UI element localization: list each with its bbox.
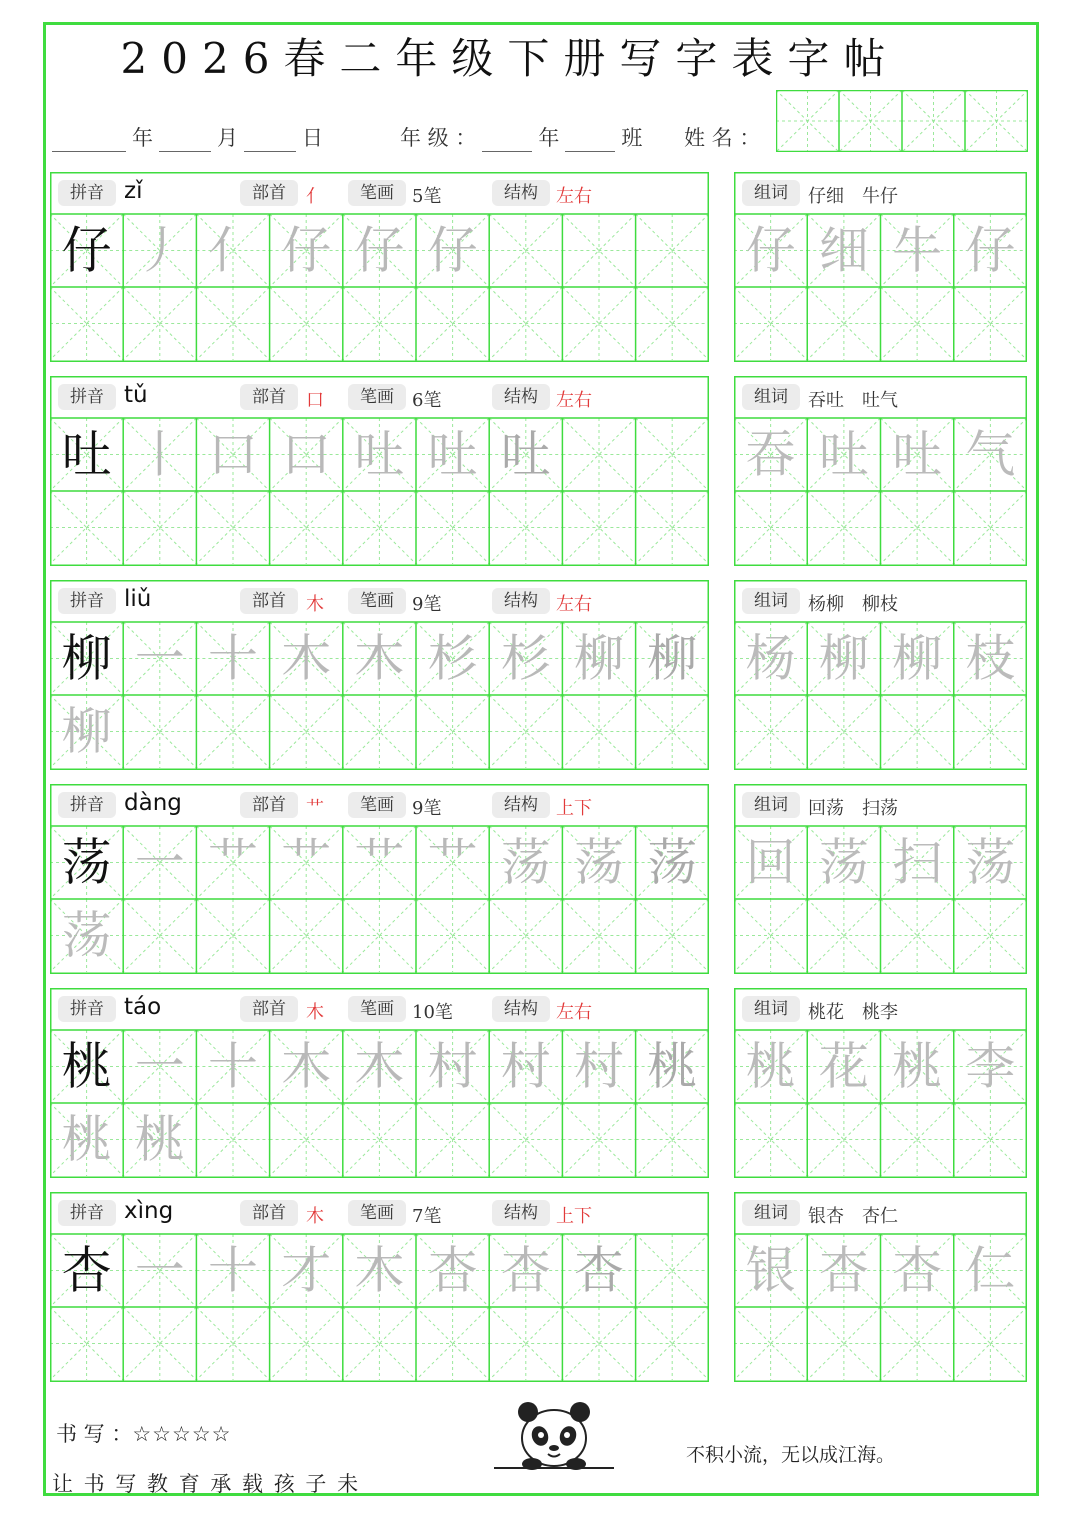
- words-value: 回荡 扫荡: [808, 798, 898, 819]
- word-trace-char: 仔: [745, 221, 796, 280]
- model-char: 桃: [61, 1037, 112, 1096]
- stroke-step: 吐: [427, 425, 478, 484]
- rating-stars[interactable]: ☆☆☆☆☆: [132, 1422, 232, 1446]
- stroke-step: 吐: [500, 425, 551, 484]
- stroke-step: 木: [354, 629, 405, 688]
- word-trace-char: 花: [818, 1037, 869, 1096]
- stroke-step: 木: [354, 1241, 405, 1300]
- year-blank[interactable]: [52, 131, 126, 152]
- strokes-value: 6笔: [412, 390, 442, 411]
- motto: 不积小流，无以成江海。: [686, 1444, 896, 1466]
- words-tag: 组词: [742, 588, 800, 614]
- words-value: 银杏 杏仁: [808, 1206, 898, 1227]
- stroke-step: 木: [354, 1037, 405, 1096]
- model-char: 吐: [61, 425, 112, 484]
- stroke-step: 丨: [134, 425, 185, 484]
- word-trace-char: 柳: [892, 629, 943, 688]
- stroke-step: 杏: [574, 1241, 624, 1300]
- structure-value: 左右: [556, 1002, 592, 1023]
- stroke-step: 艹: [281, 833, 332, 892]
- name-boxes[interactable]: [776, 90, 1028, 152]
- char-card-6: [50, 1192, 709, 1382]
- radical-tag: 部首: [240, 180, 298, 206]
- name-label: 姓 名 ：: [684, 126, 761, 150]
- structure-tag: 结构: [492, 180, 550, 206]
- stroke-step: 仔: [281, 221, 332, 280]
- stroke-step: 村: [574, 1037, 624, 1096]
- words-value: 吞吐 吐气: [808, 390, 898, 411]
- word-trace-char: 吞: [745, 425, 796, 484]
- words-tag: 组词: [742, 996, 800, 1022]
- pinyin-value: zǐ: [124, 178, 143, 204]
- strokes-value: 5笔: [412, 186, 442, 207]
- rating-label: 书 写 ：: [56, 1422, 133, 1446]
- pinyin-value: xìng: [124, 1198, 174, 1224]
- stroke-step: 口: [208, 425, 258, 484]
- slogan: 让 书 写 教 育 承 载 孩 子 未: [52, 1472, 361, 1496]
- strokes-tag: 笔画: [348, 792, 406, 818]
- stroke-step: 杉: [427, 629, 478, 688]
- strokes-value: 9笔: [412, 594, 442, 615]
- month-blank[interactable]: [159, 131, 211, 152]
- words-value: 杨柳 柳枝: [808, 594, 898, 615]
- strokes-tag: 笔画: [348, 588, 406, 614]
- structure-tag: 结构: [492, 1200, 550, 1226]
- pinyin-value: tǔ: [124, 382, 148, 408]
- date-line: [52, 122, 323, 152]
- word-trace-char: 吐: [892, 425, 943, 484]
- word-trace-char: 杏: [892, 1241, 943, 1300]
- stroke-step: 村: [427, 1037, 478, 1096]
- pinyin-value: liǔ: [124, 586, 152, 612]
- radical-value: 亻: [306, 186, 324, 207]
- word-trace-char: 牛: [892, 221, 943, 280]
- words-tag: 组词: [742, 1200, 800, 1226]
- grade-line: [400, 122, 642, 152]
- stroke-step: 杏: [500, 1241, 551, 1300]
- page-title: 2026春二年级下册写字表字帖: [120, 34, 900, 83]
- radical-tag: 部首: [240, 1200, 298, 1226]
- stroke-step: 荡: [574, 833, 624, 892]
- word-trace-char: 杨: [745, 629, 796, 688]
- stroke-step: 口: [281, 425, 332, 484]
- radical-value: 木: [306, 1002, 324, 1023]
- trace-char: 桃: [61, 1110, 112, 1169]
- stroke-step: 艹: [427, 833, 478, 892]
- grade-class-suffix: 班: [621, 126, 643, 150]
- trace-char: 桃: [134, 1110, 185, 1169]
- radical-value: 木: [306, 594, 324, 615]
- words-tag: 组词: [742, 180, 800, 206]
- stroke-step: 村: [500, 1037, 551, 1096]
- stroke-step: 一: [134, 1037, 185, 1096]
- structure-value: 左右: [556, 594, 592, 615]
- word-trace-char: 回: [745, 833, 796, 892]
- grade-year-suffix: 年: [538, 126, 560, 150]
- word-trace-char: 气: [965, 425, 1016, 484]
- word-card-1: [734, 172, 1027, 362]
- char-card-3: [50, 580, 709, 770]
- pinyin-value: táo: [124, 994, 162, 1020]
- word-card-3: [734, 580, 1027, 770]
- char-card-2: [50, 376, 709, 566]
- radical-value: 口: [306, 390, 324, 411]
- structure-value: 左右: [556, 186, 592, 207]
- stroke-step: 杏: [427, 1241, 478, 1300]
- pinyin-tag: 拼音: [58, 996, 116, 1022]
- pinyin-tag: 拼音: [58, 588, 116, 614]
- model-char: 仔: [61, 221, 112, 280]
- word-trace-char: 仔: [965, 221, 1016, 280]
- pinyin-tag: 拼音: [58, 1200, 116, 1226]
- structure-tag: 结构: [492, 588, 550, 614]
- words-tag: 组词: [742, 384, 800, 410]
- structure-tag: 结构: [492, 384, 550, 410]
- structure-tag: 结构: [492, 792, 550, 818]
- model-char: 柳: [61, 629, 112, 688]
- stroke-step: 才: [281, 1241, 332, 1300]
- word-trace-char: 枝: [965, 629, 1016, 688]
- stroke-step: 荡: [647, 833, 698, 892]
- stroke-step: 吐: [354, 425, 405, 484]
- stroke-step: 桃: [647, 1037, 698, 1096]
- stroke-step: 丿: [134, 221, 185, 280]
- word-card-4: [734, 784, 1027, 974]
- rating-row: [56, 1418, 232, 1448]
- stroke-step: 仔: [354, 221, 405, 280]
- stroke-step: 柳: [574, 629, 624, 688]
- pinyin-tag: 拼音: [58, 180, 116, 206]
- stroke-step: 艹: [208, 833, 258, 892]
- stroke-step: 荡: [500, 833, 551, 892]
- word-trace-char: 荡: [965, 833, 1016, 892]
- strokes-tag: 笔画: [348, 1200, 406, 1226]
- strokes-value: 10笔: [412, 1002, 453, 1023]
- model-char: 荡: [61, 833, 112, 892]
- radical-tag: 部首: [240, 384, 298, 410]
- char-card-1: [50, 172, 709, 362]
- pinyin-tag: 拼音: [58, 792, 116, 818]
- structure-tag: 结构: [492, 996, 550, 1022]
- char-card-5: [50, 988, 709, 1178]
- day-blank[interactable]: [244, 131, 296, 152]
- stroke-step: 十: [208, 629, 258, 688]
- strokes-value: 9笔: [412, 798, 442, 819]
- word-trace-char: 桃: [745, 1037, 796, 1096]
- radical-value: 艹: [306, 798, 324, 819]
- pinyin-value: dàng: [124, 790, 182, 816]
- word-card-6: [734, 1192, 1027, 1382]
- word-trace-char: 桃: [892, 1037, 943, 1096]
- month-suffix: 月: [217, 126, 238, 150]
- stroke-step: 木: [281, 1037, 332, 1096]
- grade-year-blank[interactable]: [482, 131, 532, 152]
- trace-char: 荡: [61, 906, 112, 965]
- stroke-step: 亻: [208, 221, 258, 280]
- radical-tag: 部首: [240, 792, 298, 818]
- word-trace-char: 细: [818, 221, 869, 280]
- words-value: 仔细 牛仔: [808, 186, 898, 207]
- word-trace-char: 吐: [818, 425, 869, 484]
- name-grid: [776, 90, 1028, 152]
- grade-class-blank[interactable]: [565, 131, 615, 152]
- structure-value: 上下: [556, 1206, 592, 1227]
- word-card-2: [734, 376, 1027, 566]
- radical-tag: 部首: [240, 996, 298, 1022]
- word-trace-char: 银: [745, 1241, 796, 1300]
- stroke-step: 艹: [354, 833, 405, 892]
- day-suffix: 日: [302, 126, 323, 150]
- stroke-step: 一: [134, 629, 185, 688]
- word-trace-char: 杏: [818, 1241, 869, 1300]
- structure-value: 左右: [556, 390, 592, 411]
- strokes-tag: 笔画: [348, 180, 406, 206]
- char-card-4: [50, 784, 709, 974]
- stroke-step: 十: [208, 1037, 258, 1096]
- stroke-step: 仔: [427, 221, 478, 280]
- stroke-step: 柳: [647, 629, 698, 688]
- word-card-5: [734, 988, 1027, 1178]
- strokes-value: 7笔: [412, 1206, 442, 1227]
- stroke-step: 杉: [500, 629, 551, 688]
- trace-char: 柳: [61, 702, 112, 761]
- word-trace-char: 荡: [818, 833, 869, 892]
- words-tag: 组词: [742, 792, 800, 818]
- stroke-step: 一: [134, 1241, 185, 1300]
- stroke-step: 木: [281, 629, 332, 688]
- word-trace-char: 仁: [965, 1241, 1016, 1300]
- word-trace-char: 柳: [818, 629, 869, 688]
- model-char: 杏: [61, 1241, 112, 1300]
- word-trace-char: 李: [965, 1037, 1016, 1096]
- structure-value: 上下: [556, 798, 592, 819]
- grade-label: 年 级 ：: [400, 126, 477, 150]
- year-suffix: 年: [132, 126, 153, 150]
- radical-tag: 部首: [240, 588, 298, 614]
- radical-value: 木: [306, 1206, 324, 1227]
- word-trace-char: 扫: [892, 833, 943, 892]
- strokes-tag: 笔画: [348, 384, 406, 410]
- words-value: 桃花 桃李: [808, 1002, 898, 1023]
- pinyin-tag: 拼音: [58, 384, 116, 410]
- stroke-step: 十: [208, 1241, 258, 1300]
- strokes-tag: 笔画: [348, 996, 406, 1022]
- stroke-step: 一: [134, 833, 185, 892]
- panda-icon: [492, 1398, 616, 1474]
